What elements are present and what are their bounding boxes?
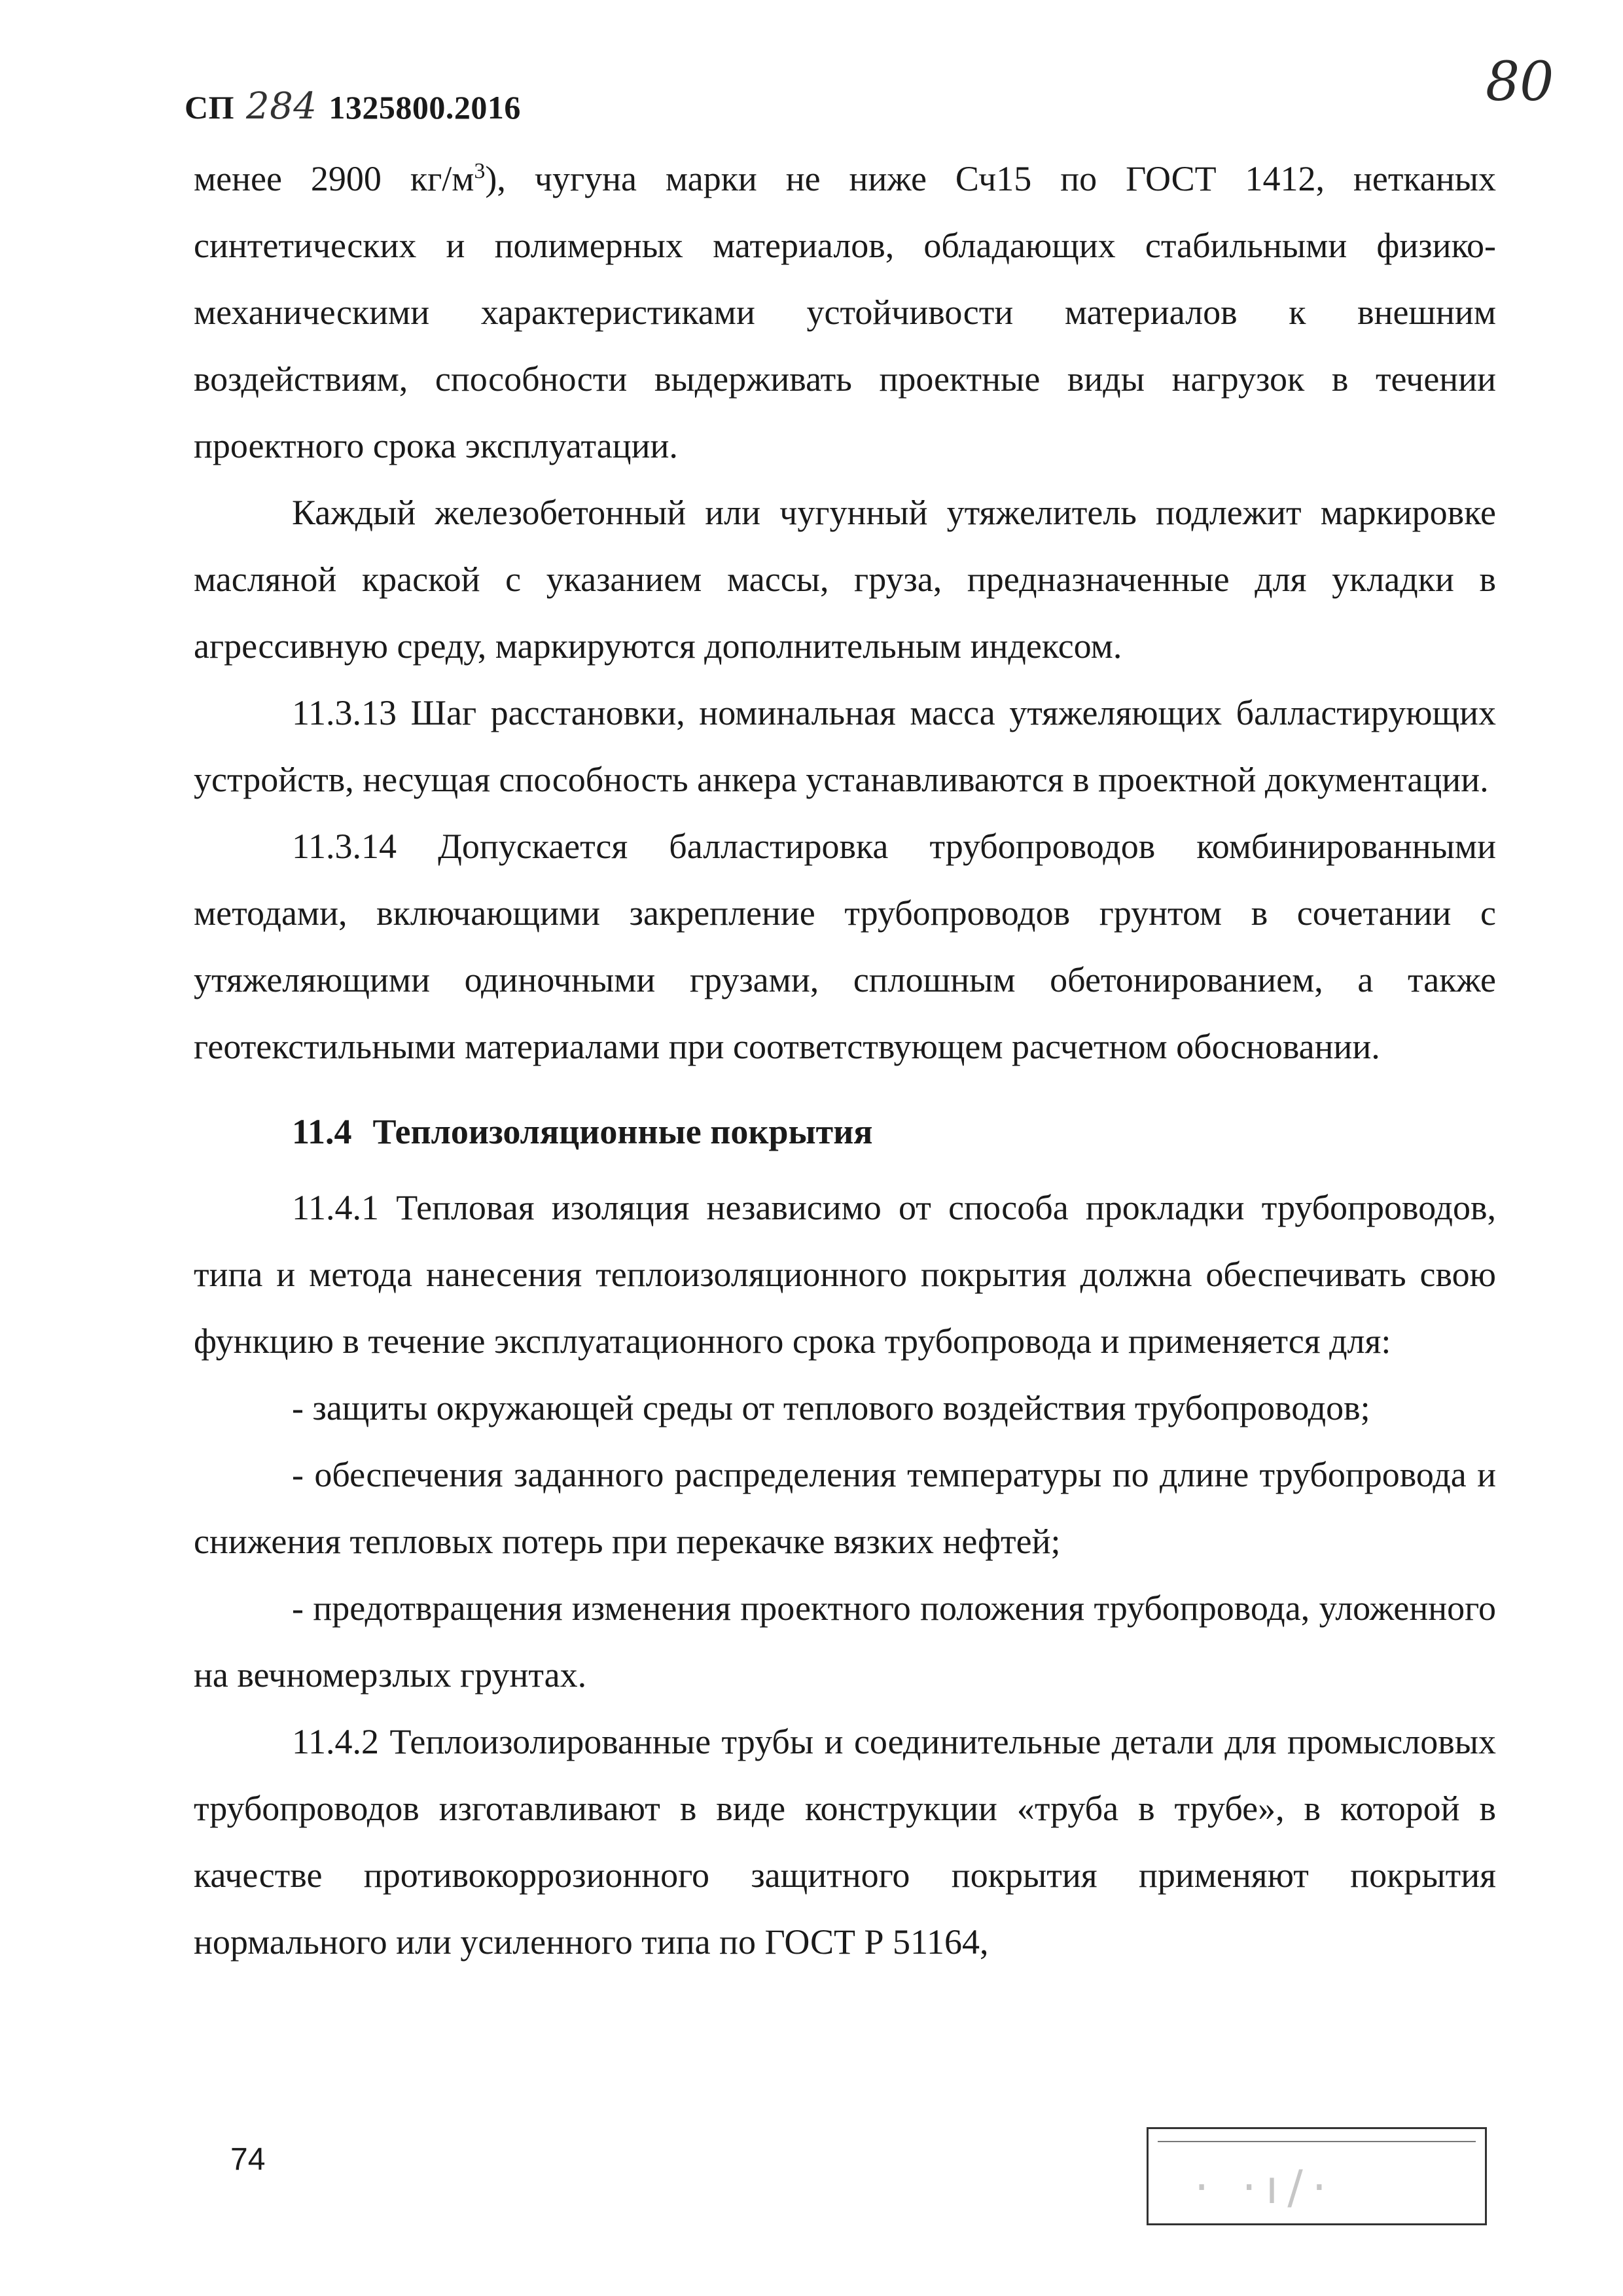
document-header [185,85,521,128]
standard-prefix: СП [185,89,234,126]
list-item: - защиты окружающей среды от теплового воздействия трубопроводов; [292,1388,1370,1427]
list-item: - предотвращения изменения проектного положения трубопровода, уложенного на вечномерзлых грунтах. [194,1588,1496,1695]
clause-11-3-14: 11.3.14 Допускается балластировка трубопроводов комбинированными методами, включающими закрепление трубопроводов грунтом в сочетании с утяжеляющими одиночными грузами, сплошным обетонированием, а также геотекстильными материалами при соответствующем расчетном обосновании. [194,827,1496,1066]
document-body [194,145,1496,1975]
list-item: - обеспечения заданного распределения температуры по длине трубопровода и снижения тепловых потерь при перекачке вязких нефтей; [194,1455,1496,1561]
section-heading [194,1098,1496,1165]
clause-11-4-2: 11.4.2 Теплоизолированные трубы и соединительные детали для промысловых трубопроводов изготавливают в виде конструкции «труба в трубе», в которой в качестве противокоррозионного защитного покрытия применяют покрытия нормального или усиленного типа по ГОСТ Р 51164, [194,1722,1496,1962]
section-number: 11.4 [292,1112,352,1151]
stamp-inner-line [1158,2141,1476,2142]
paragraph-continuation: менее 2900 $кг/м^3$), чугуна марки не ниже Сч15 по ГОСТ 1412, нетканых синтетических и полимерных материалов, обладающих стабильными физико-механическими характеристиками устойчивости материалов к внешним воздействиям, способности выдерживать проектные виды нагрузок в течении проектного срока эксплуатации. [194,159,1496,465]
section-title: Теплоизоляционные покрытия [372,1112,873,1151]
stamp-box [1147,2127,1487,2225]
paragraph-marking: Каждый железобетонный или чугунный утяжелитель подлежит маркировке масляной краской с указанием массы, груза, предназначенные для укладки в агрессивную среду, маркируются дополнительным индексом. [194,493,1496,666]
standard-number: 1325800.2016 [329,89,521,126]
stamp-faint-mark: · ·ı/· [1194,2161,1336,2214]
handwritten-number: 284 [246,85,317,128]
page-number: 74 [230,2142,266,2177]
handwritten-page-mark: 80 [1486,51,1554,113]
clause-11-3-13: 11.3.13 Шаг расстановки, номинальная масса утяжеляющих балластирующих устройств, несущая способность анкера устанавливаются в проектной документации. [194,693,1496,799]
clause-11-4-1: 11.4.1 Тепловая изоляция независимо от способа прокладки трубопроводов, типа и метода нанесения теплоизоляционного покрытия должна обеспечивать свою функцию в течение эксплуатационного срока трубопровода и применяется для: [194,1188,1496,1361]
